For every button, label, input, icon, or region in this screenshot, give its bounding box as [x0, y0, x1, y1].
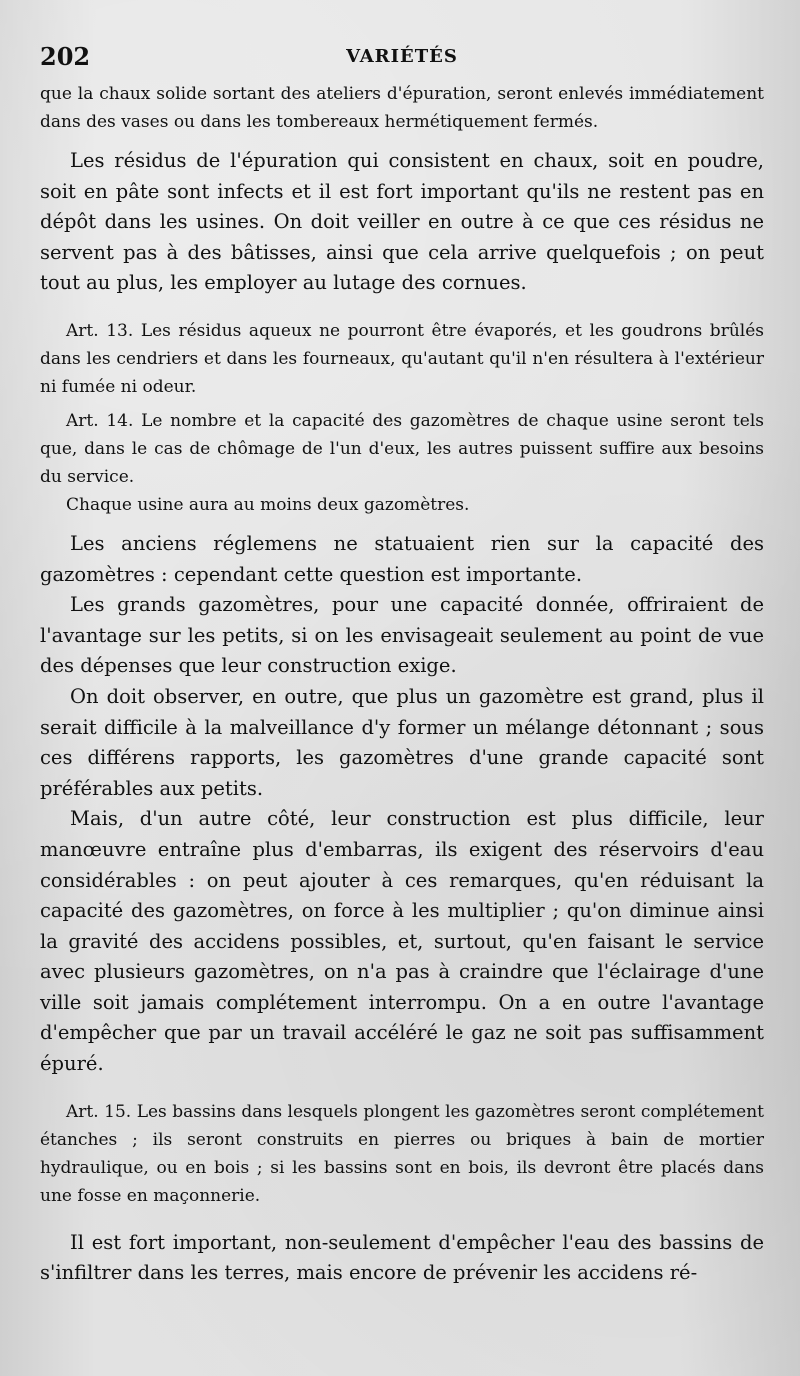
paragraph-autre-cote: Mais, d'un autre côté, leur construction est plus difficile, leur manœuvre entraîne plus d'embarras, ils exigent des réservoirs d'eau considérables : on peut ajouter à ces remarques, qu'en réduisant la capacité des gazomètres, on force à les multiplier ; qu'on diminue ainsi la gravité des accidens possibles, et, surtout, qu'en faisant le service avec plusieurs gazomètres, on n'a pas à craindre que l'éclairage d'une ville soit jamais complétement interrompu. On a en outre l'avantage d'empêcher que par un travail accéléré le gaz ne soit pas suffisamment épuré. — [40, 807, 764, 1076]
paragraph-anciens-reglemens: Les anciens réglemens ne statuaient rien sur la capacité des gazomètres : cependant cette question est importante. — [40, 531, 764, 586]
paragraph-infiltration: Il est fort important, non-seulement d'empêcher l'eau des bassins de s'infiltrer dans les terres, mais encore de prévenir les accidens ré- — [40, 1230, 764, 1285]
article-14: Art. 14. Le nombre et la capacité des gazomètres de chaque usine seront tels que, dans le cas de chômage de l'un d'eux, les autres puissent suffire aux besoins du service. — [40, 410, 764, 487]
article-13: Art. 13. Les résidus aqueux ne pourront être évaporés, et les goudrons brûlés dans les cendriers et dans les fourneaux, qu'autant qu'il n'en résultera à l'extérieur ni fumée ni odeur. — [40, 320, 764, 397]
paragraph-malveillance: On doit observer, en outre, que plus un gazomètre est grand, plus il serait difficile à la malveillance d'y former un mélange détonnant ; sous ces différens rapports, les gazomètres d'une grande capacité sont préférables aux petits. — [40, 684, 764, 800]
paragraph-residus-epuration: Les résidus de l'épuration qui consistent en chaux, soit en poudre, soit en pâte sont infects et il est fort important qu'ils ne restent pas en dépôt dans les usines. On doit veiller en outre à ce que ces résidus ne servent pas à des bâtisses, ainsi que cela arrive quelquefois ; on peut tout au plus, les employer au lutage des cornues. — [40, 149, 764, 295]
running-head: VARIÉTÉS — [346, 46, 458, 67]
article-15: Art. 15. Les bassins dans lesquels plongent les gazomètres seront complétement étanches ; ils seront construits en pierres ou briques à bain de mortier hydraulique, ou en bois ; si les bassins sont en bois, ils devront être placés dans une fosse en maçonnerie. — [40, 1101, 764, 1206]
page-number: 202 — [40, 42, 91, 71]
article-14-addendum: Chaque usine aura au moins deux gazomètres. — [66, 494, 470, 515]
paragraph-grands-gazometres: Les grands gazomètres, pour une capacité donnée, offriraient de l'avantage sur les petits, si on les envisageait seulement au point de vue des dépenses que leur construction exige. — [40, 593, 764, 678]
page-header — [40, 42, 764, 70]
body-text — [40, 80, 764, 1289]
paragraph-continuation: que la chaux solide sortant des ateliers d'épuration, seront enlevés immédiatement dans des vases ou dans les tombereaux hermétiquement fermés. — [40, 84, 764, 132]
